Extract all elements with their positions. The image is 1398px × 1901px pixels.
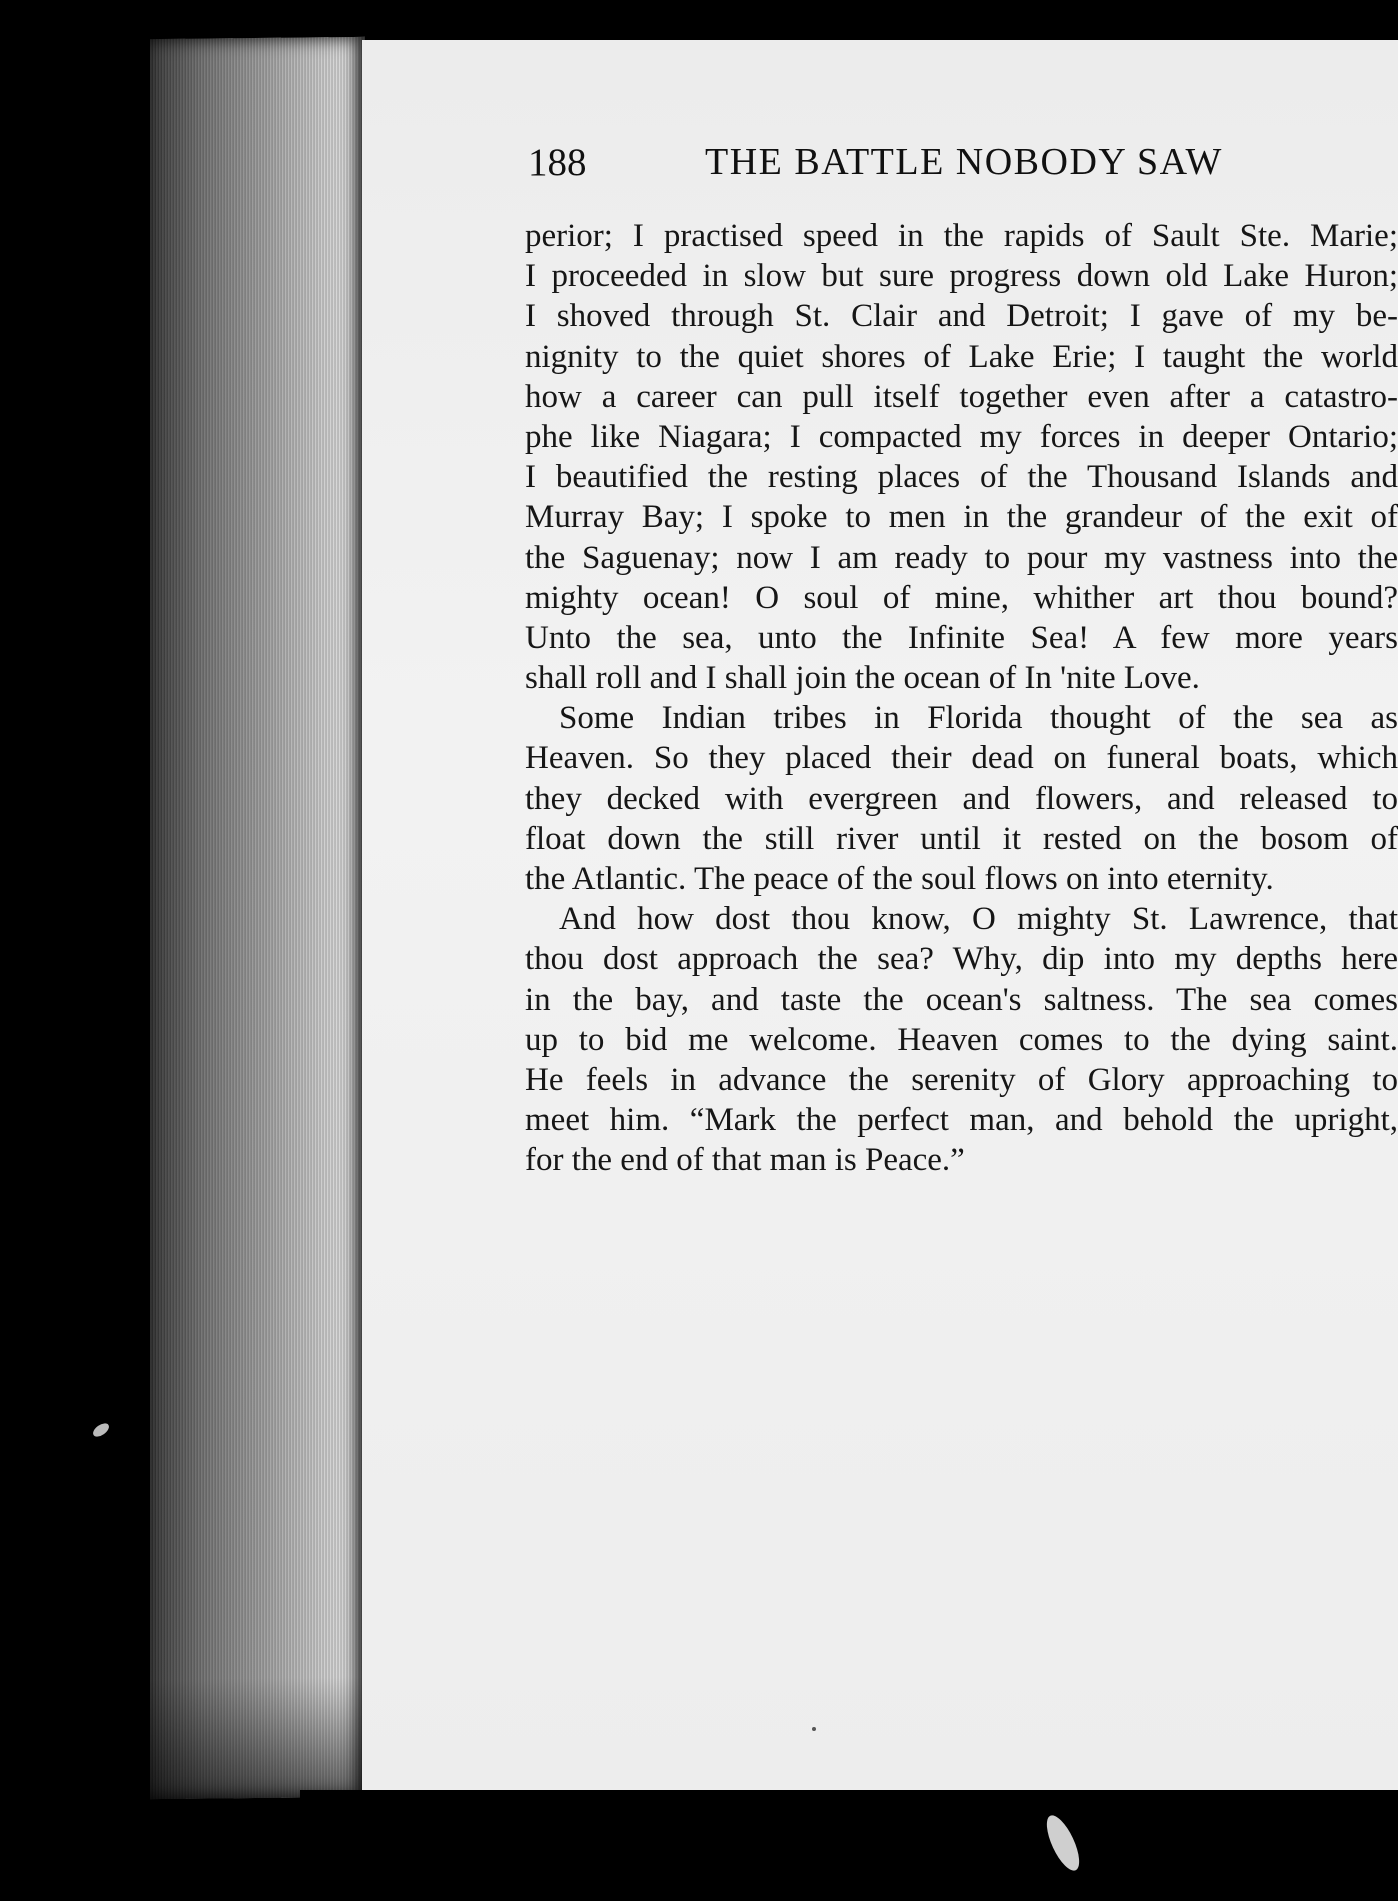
text-line: the Saguenay; now I am ready to pour my vastness into the (525, 539, 1398, 576)
page-number: 188 (528, 141, 587, 184)
text-line: the Atlantic. The peace of the soul flows on into eternity. (525, 861, 1274, 897)
bottom-shadow (300, 1790, 1398, 1901)
text-line: they decked with evergreen and flowers, and released to (525, 780, 1398, 817)
dust-speck (812, 1727, 816, 1731)
paragraph (525, 899, 1398, 1180)
text-line: I beautified the resting places of the Thousand Islands and (525, 459, 1398, 496)
running-head (528, 140, 1398, 200)
paragraph (525, 698, 1398, 899)
text-line: perior; I practised speed in the rapids of Sault Ste. Marie; (525, 218, 1398, 254)
text-line: thou dost approach the sea? Why, dip into my depths here (525, 941, 1398, 978)
text-line: meet him. “Mark the perfect man, and behold the upright, (525, 1102, 1398, 1139)
text-line: I shoved through St. Clair and Detroit; I gave of my be- (525, 298, 1398, 335)
text-line: phe like Niagara; I compacted my forces in deeper Ontario; (525, 418, 1398, 455)
text-line: up to bid me welcome. Heaven comes to the dying saint. (525, 1021, 1398, 1058)
text-line: And how dost thou know, O mighty St. Lawrence, that (559, 901, 1398, 938)
text-line: float down the still river until it rested on the bosom of (525, 820, 1398, 857)
text-line: Unto the sea, unto the Infinite Sea! A few more years (525, 619, 1398, 656)
text-line: He feels in advance the serenity of Glory approaching to (525, 1061, 1398, 1098)
running-title: THE BATTLE NOBODY SAW (705, 141, 1223, 183)
text-line: Some Indian tribes in Florida thought of the sea as (559, 700, 1398, 737)
text-line: I proceeded in slow but sure progress down old Lake Huron; (525, 258, 1398, 295)
paragraph (525, 216, 1398, 698)
dust-speck (91, 1421, 111, 1440)
text-line: Heaven. So they placed their dead on funeral boats, which (525, 740, 1398, 777)
text-line: mighty ocean! O soul of mine, whither art thou bound? (525, 579, 1398, 616)
book-page-edges (150, 37, 365, 1799)
text-line: in the bay, and taste the ocean's saltness. The sea comes (525, 981, 1398, 1018)
body-text (525, 216, 1398, 1181)
text-line: Murray Bay; I spoke to men in the grandeur of the exit of (525, 499, 1398, 536)
text-line: shall roll and I shall join the ocean of In 'nite Love. (525, 660, 1200, 697)
text-line: nignity to the quiet shores of Lake Erie; I taught the world (525, 338, 1398, 375)
text-line: for the end of that man is Peace.” (525, 1142, 965, 1179)
text-line: how a career can pull itself together even after a catastro- (525, 378, 1398, 415)
